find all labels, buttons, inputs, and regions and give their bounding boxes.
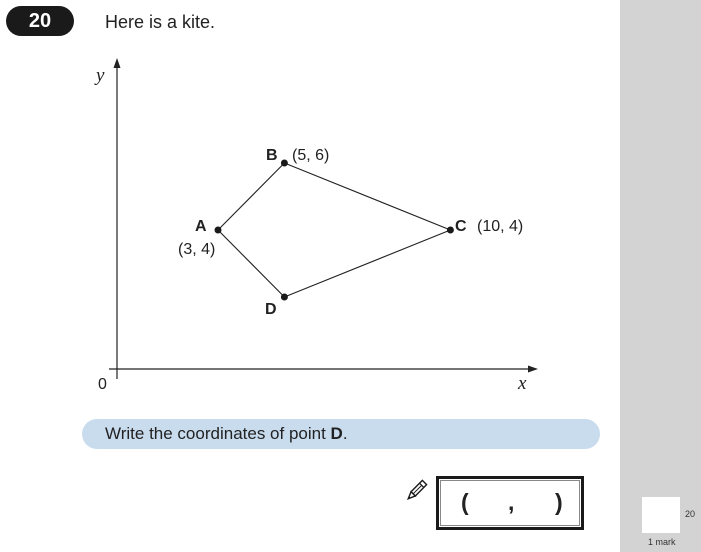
pencil-icon	[403, 478, 429, 504]
kite-outline	[218, 163, 450, 297]
answer-open-paren: (	[461, 489, 469, 515]
question-task	[105, 424, 348, 444]
vertex-a-point	[215, 227, 222, 234]
vertex-c-label: C	[455, 218, 467, 235]
vertex-b-label: B	[266, 147, 278, 164]
vertex-b-coords: (5, 6)	[292, 147, 330, 164]
answer-comma: ,	[508, 489, 515, 515]
y-axis-label: y	[96, 65, 105, 86]
vertex-d-label: D	[265, 301, 277, 318]
mark-question-number: 20	[685, 509, 696, 519]
vertex-a-coords: (3, 4)	[178, 241, 216, 258]
question-task-point: D	[330, 424, 343, 443]
origin-label: 0	[98, 376, 107, 393]
vertex-c-point	[447, 227, 454, 234]
vertex-a-label: A	[195, 218, 207, 235]
mark-box	[642, 497, 680, 533]
x-axis-label: x	[518, 373, 527, 394]
answer-close-paren: )	[555, 489, 563, 515]
vertex-c-coords: (10, 4)	[477, 218, 524, 235]
vertex-b-point	[281, 160, 288, 167]
question-number-badge: 20	[6, 6, 74, 36]
question-task-prefix: Write the coordinates of point	[105, 424, 331, 443]
question-prompt: Here is a kite.	[105, 12, 216, 32]
question-task-suffix: .	[342, 424, 348, 443]
mark-label: 1 mark	[648, 537, 676, 547]
y-axis-arrow-icon	[114, 58, 121, 68]
vertex-d-point	[281, 294, 288, 301]
x-axis-arrow-icon	[528, 366, 538, 373]
